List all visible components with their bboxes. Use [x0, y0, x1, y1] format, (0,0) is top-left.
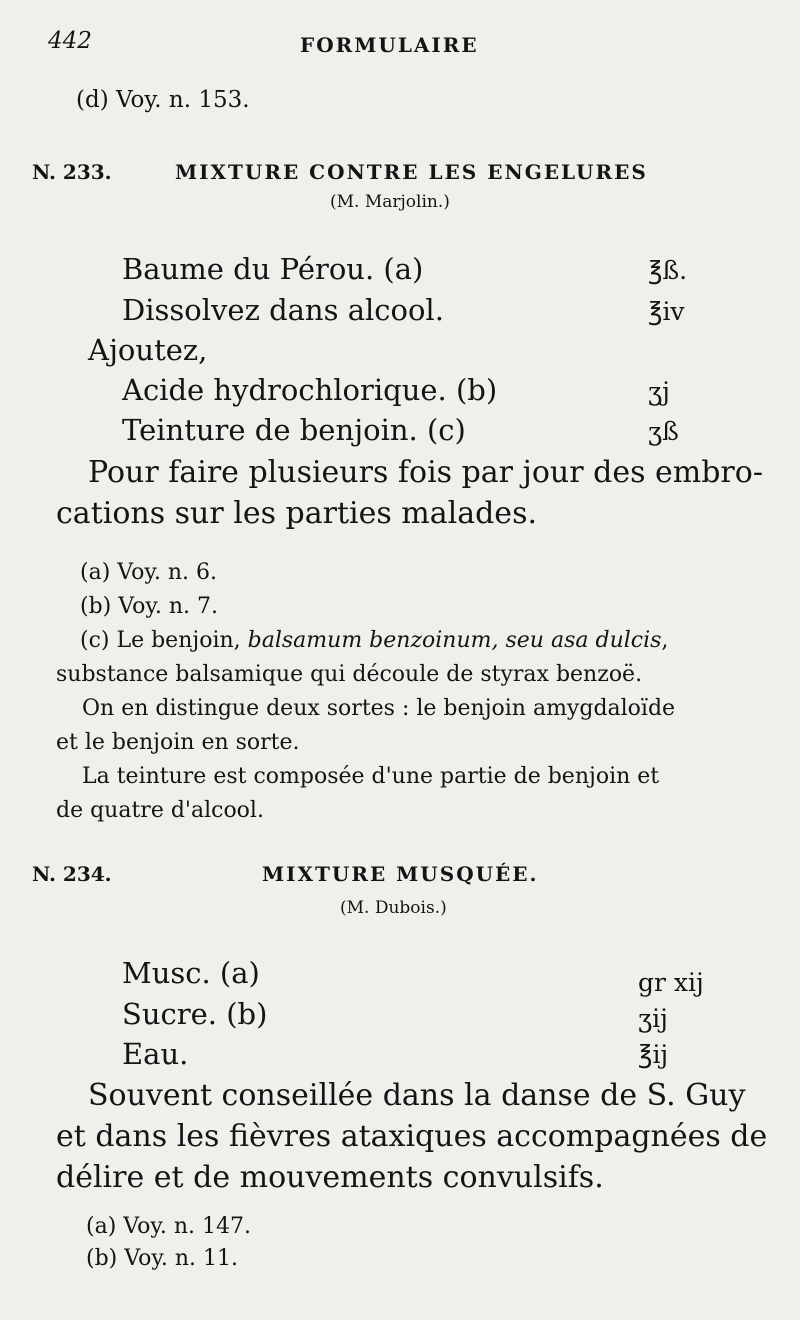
instruction-line: cations sur les parties malades. [56, 496, 537, 531]
footnote-line: substance balsamique qui découle de styrax benzoë. [56, 662, 643, 687]
ingredient-line: Baume du Pérou. (a) [122, 252, 424, 286]
formula-author: (M. Dubois.) [340, 898, 447, 918]
ingredient-line: Musc. (a) [122, 956, 260, 990]
ingredient-line: Teinture de benjoin. (c) [122, 413, 466, 447]
footnote: (a) Voy. n. 147. [86, 1214, 252, 1239]
ingredient-quantity: ℥ß. [648, 256, 688, 285]
formula-title: MIXTURE CONTRE LES ENGELURES [175, 160, 648, 184]
footnote: (a) Voy. n. 6. [80, 560, 218, 585]
formula-number: N. 234. [32, 862, 112, 886]
footnote: (b) Voy. n. 11. [86, 1246, 238, 1271]
page-number: 442 [48, 28, 92, 54]
footnote-line: de quatre d'alcool. [56, 798, 264, 823]
ingredient-line: Dissolvez dans alcool. [122, 293, 444, 327]
instruction-line: délire et de mouvements convulsifs. [56, 1160, 604, 1195]
ingredient-quantity: ʒj [648, 377, 670, 406]
formula-author: (M. Marjolin.) [330, 192, 450, 212]
ingredient-quantity: gr xij [638, 968, 704, 997]
footnote-line: et le benjoin en sorte. [56, 730, 300, 755]
ingredient-quantity: ℥ij [638, 1040, 669, 1069]
top-footnote: (d) Voy. n. 153. [76, 87, 250, 113]
footnote-c: (c) Le benjoin, balsamum benzoinum, seu asa dulcis, [80, 628, 669, 653]
ingredient-quantity: ʒij [638, 1004, 668, 1033]
ingredient-line: Acide hydrochlorique. (b) [122, 373, 498, 407]
footnote-line: La teinture est composée d'une partie de benjoin et [82, 764, 660, 789]
ingredient-line: Sucre. (b) [122, 997, 268, 1031]
ingredient-quantity: ʒß [648, 417, 679, 446]
instruction-line: Pour faire plusieurs fois par jour des embro- [88, 455, 763, 490]
ingredient-line: Eau. [122, 1037, 189, 1071]
formula-title: MIXTURE MUSQUÉE. [262, 862, 539, 886]
footnote: (b) Voy. n. 7. [80, 594, 218, 619]
ingredient-line: Ajoutez, [88, 333, 208, 367]
instruction-line: et dans les fièvres ataxiques accompagnées de [56, 1119, 768, 1154]
ingredient-quantity: ℥iv [648, 297, 685, 326]
running-title: FORMULAIRE [300, 33, 479, 57]
footnote-line: On en distingue deux sortes : le benjoin amygdaloïde [82, 696, 676, 721]
instruction-line: Souvent conseillée dans la danse de S. Guy [88, 1078, 746, 1113]
formula-number: N. 233. [32, 160, 112, 184]
